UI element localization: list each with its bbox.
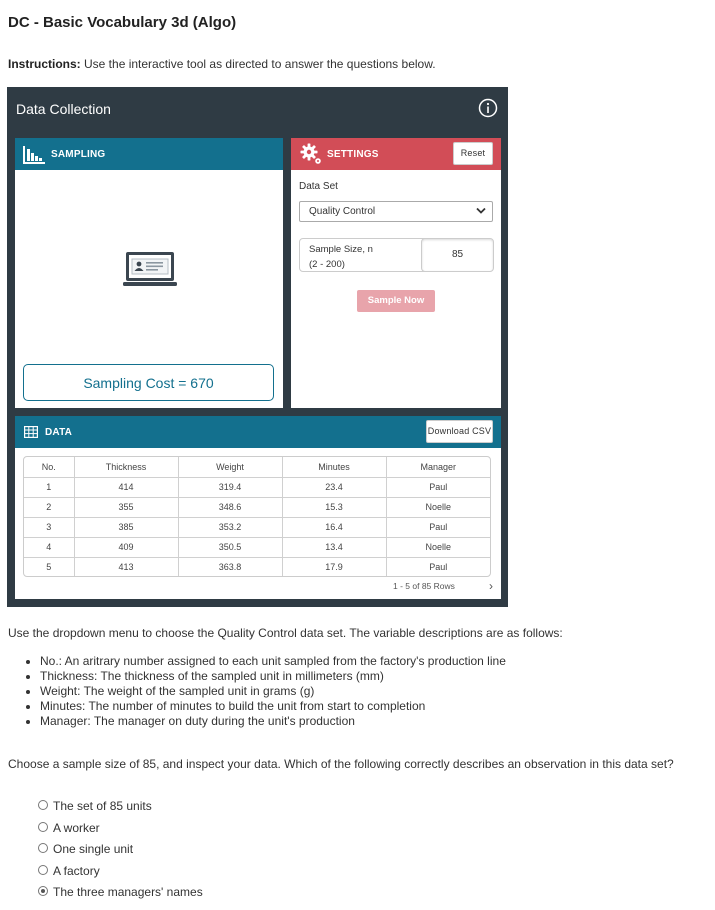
- table-cell: 414: [74, 477, 178, 497]
- table-cell: 409: [74, 537, 178, 557]
- answer-option-label: One single unit: [53, 842, 134, 856]
- answer-option-label: The set of 85 units: [53, 799, 152, 813]
- table-cell: 385: [74, 517, 178, 537]
- answer-option[interactable]: [38, 864, 203, 886]
- answer-option-label: A worker: [53, 820, 100, 835]
- sampling-header: [15, 138, 283, 170]
- sample-now-button[interactable]: Sample Now: [357, 290, 435, 312]
- question-text: Choose a sample size of 85, and inspect your data. Which of the following correctly describes an observation in this data set?: [8, 757, 674, 771]
- data-collection-widget: [7, 87, 508, 607]
- sample-size-group: [299, 238, 493, 272]
- table-cell: 5: [24, 557, 74, 577]
- table-cell: Noelle: [386, 537, 490, 557]
- instructions-label: Instructions:: [8, 57, 81, 71]
- radio-button[interactable]: [38, 865, 48, 875]
- sample-size-input[interactable]: 85: [421, 238, 494, 272]
- table-cell: 3: [24, 517, 74, 537]
- list-item: • Manager: The manager on duty during the unit's production: [40, 714, 506, 729]
- table-cell: 355: [74, 497, 178, 517]
- radio-button[interactable]: [38, 800, 48, 810]
- table-cell: 353.2: [178, 517, 282, 537]
- chevron-down-icon: [476, 207, 486, 215]
- table-cell: Paul: [429, 562, 448, 573]
- data-table-wrapper: [23, 456, 491, 577]
- table-cell: 350.5: [178, 537, 282, 557]
- table-cell: 348.6: [178, 497, 282, 517]
- list-item: • Weight: The weight of the sampled unit in grams (g): [40, 684, 506, 699]
- column-header-no[interactable]: No.: [24, 457, 74, 477]
- column-header-minutes[interactable]: Minutes: [282, 457, 386, 477]
- table-cell: 413: [74, 557, 178, 577]
- table-cell: 15.3: [282, 497, 386, 517]
- settings-panel: [291, 138, 501, 408]
- pagination-text: 1 - 5 of 85 Rows: [393, 581, 455, 591]
- sample-size-range: (2 - 200): [309, 259, 345, 270]
- instructions-text: Use the interactive tool as directed to answer the questions below.: [80, 57, 436, 71]
- table-cell: Paul: [386, 477, 490, 497]
- variable-description-list: [40, 654, 506, 729]
- answer-option-label: The three managers' names: [53, 885, 203, 899]
- table-cell: 1: [24, 477, 74, 497]
- sampling-panel: [15, 138, 283, 408]
- radio-button-selected[interactable]: [38, 886, 48, 896]
- table-row: [24, 517, 490, 537]
- table-cell: 363.8: [178, 557, 282, 577]
- instructions: [8, 57, 436, 71]
- table-row: [24, 537, 490, 557]
- download-csv-button[interactable]: Download CSV: [426, 420, 493, 443]
- widget-header: [7, 87, 508, 130]
- column-header-thickness[interactable]: Thickness: [74, 457, 178, 477]
- table-cell: 319.4: [178, 477, 282, 497]
- list-item: • Thickness: The thickness of the sampled unit in millimeters (mm): [40, 669, 506, 684]
- page-title: DC - Basic Vocabulary 3d (Algo): [8, 14, 237, 31]
- description-intro: Use the dropdown menu to choose the Quality Control data set. The variable descriptions are as follows:: [8, 626, 563, 640]
- answer-option[interactable]: [38, 842, 203, 864]
- answer-option[interactable]: [38, 885, 203, 907]
- data-set-select[interactable]: [299, 201, 493, 222]
- table-cell: 23.4: [282, 477, 386, 497]
- id-card-monitor-icon: [123, 250, 177, 288]
- radio-button[interactable]: [38, 822, 48, 832]
- answer-option[interactable]: [38, 821, 203, 843]
- sample-size-label: [309, 242, 373, 272]
- sample-size-label-text: Sample Size, n: [309, 244, 373, 255]
- gear-icon: [299, 142, 323, 166]
- bar-chart-icon: [23, 146, 45, 164]
- table-cell: 4: [24, 537, 74, 557]
- list-item: • Minutes: The number of minutes to build the unit from start to completion: [40, 699, 506, 714]
- column-header-manager[interactable]: Manager: [386, 457, 490, 477]
- table-row: [24, 477, 490, 497]
- answer-option-label: A factory: [53, 863, 100, 878]
- table-row: [24, 497, 490, 517]
- table-cell: 2: [24, 497, 74, 517]
- table-cell: Noelle: [386, 497, 490, 517]
- reset-button[interactable]: Reset: [453, 142, 493, 165]
- sampling-header-label: SAMPLING: [51, 149, 106, 160]
- sampling-cost: Sampling Cost = 670: [23, 364, 274, 401]
- list-item: • No.: An aritrary number assigned to each unit sampled from the factory's production line: [40, 654, 506, 669]
- table-row: [24, 557, 490, 577]
- data-set-value: Quality Control: [309, 206, 376, 217]
- table-cell: Paul: [386, 517, 490, 537]
- data-set-label: Data Set: [299, 181, 338, 192]
- settings-header-label: SETTINGS: [327, 149, 379, 160]
- data-header-label: DATA: [45, 427, 73, 438]
- data-header: [15, 416, 501, 448]
- table-cell: 16.4: [282, 517, 386, 537]
- table-header-row: [24, 457, 490, 477]
- settings-header: [291, 138, 501, 170]
- table-icon: [24, 426, 38, 438]
- radio-button[interactable]: [38, 843, 48, 853]
- column-header-weight[interactable]: Weight: [178, 457, 282, 477]
- table-cell: 17.9: [282, 557, 386, 577]
- info-icon[interactable]: [478, 98, 498, 118]
- data-table: [24, 457, 490, 577]
- widget-title: Data Collection: [16, 101, 111, 117]
- table-cell: 13.4: [282, 537, 386, 557]
- data-panel: [15, 416, 501, 599]
- answer-option[interactable]: [38, 799, 203, 821]
- answer-options: [38, 799, 203, 907]
- next-page-icon[interactable]: ›: [489, 579, 493, 593]
